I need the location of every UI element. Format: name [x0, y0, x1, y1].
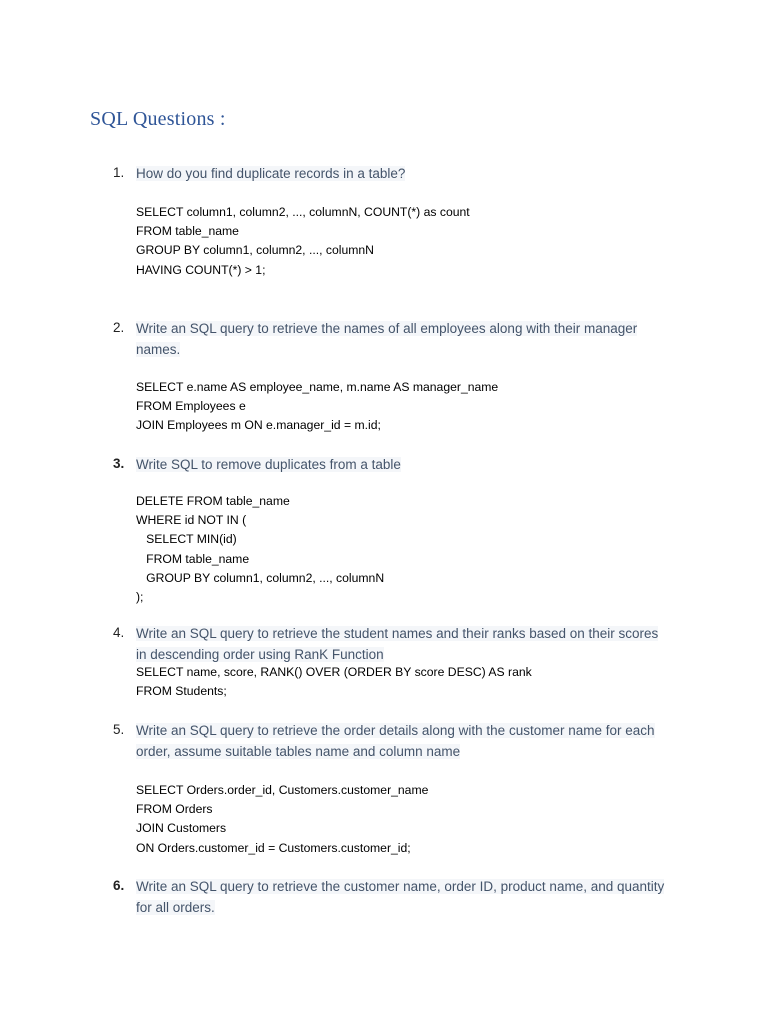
question-text: [136, 876, 696, 918]
code-block: [136, 378, 696, 436]
question-text: [136, 623, 696, 665]
code-line: FROM table_name: [136, 224, 239, 239]
code-line: FROM Employees e: [136, 399, 246, 414]
code-line: DELETE FROM table_name: [136, 494, 290, 508]
question-text: [136, 163, 696, 184]
code-line: SELECT column1, column2, ..., columnN, COUNT(*) as count: [136, 205, 470, 219]
question-number: 5.: [113, 722, 125, 737]
question-text: [136, 454, 696, 475]
code-line: HAVING COUNT(*) > 1;: [136, 262, 266, 277]
question-number: 3.: [113, 456, 125, 471]
code-line: SELECT name, score, RANK() OVER (ORDER BY score DESC) AS rank: [136, 665, 532, 679]
question-line: Write an SQL query to retrieve the student names and their ranks based on their scores: [136, 626, 659, 641]
code-line: ON Orders.customer_id = Customers.customer_id;: [136, 840, 411, 855]
question-line: names.: [136, 342, 181, 357]
code-line: FROM Orders: [136, 802, 213, 817]
question-line: Write an SQL query to retrieve the order details along with the customer name for each: [136, 723, 655, 738]
code-line: SELECT e.name AS employee_name, m.name AS manager_name: [136, 380, 499, 394]
question-number: 1.: [113, 165, 125, 180]
question-line: Write an SQL query to retrieve the customer name, order ID, product name, and quantity: [136, 879, 665, 894]
code-block: [136, 203, 696, 280]
question-line: Write SQL to remove duplicates from a table: [136, 457, 401, 472]
code-line: GROUP BY column1, column2, ..., columnN: [136, 243, 374, 258]
question-line: Write an SQL query to retrieve the names of all employees along with their manager: [136, 321, 638, 336]
code-line: WHERE id NOT IN (: [136, 513, 247, 528]
code-line: JOIN Employees m ON e.manager_id = m.id;: [136, 418, 381, 433]
question-line: How do you find duplicate records in a table?: [136, 166, 406, 181]
code-line: SELECT Orders.order_id, Customers.customer_name: [136, 783, 429, 797]
code-line: );: [136, 590, 144, 605]
code-line: JOIN Customers: [136, 821, 227, 836]
question-text: [136, 318, 696, 360]
question-text: [136, 720, 696, 762]
code-line: FROM Students;: [136, 684, 227, 699]
code-block: [136, 492, 696, 607]
code-line: GROUP BY column1, column2, ..., columnN: [136, 570, 385, 585]
question-line: order, assume suitable tables name and column name: [136, 744, 461, 759]
question-number: 6.: [113, 878, 125, 893]
code-line: FROM table_name: [136, 551, 250, 566]
code-line: SELECT MIN(id): [136, 532, 237, 547]
question-line: for all orders.: [136, 900, 215, 915]
question-number: 4.: [113, 625, 125, 640]
question-number: 2.: [113, 320, 125, 335]
code-block: [136, 663, 696, 701]
code-block: [136, 781, 696, 858]
page-title: SQL Questions :: [90, 108, 226, 130]
question-line: in descending order using RanK Function: [136, 647, 384, 662]
